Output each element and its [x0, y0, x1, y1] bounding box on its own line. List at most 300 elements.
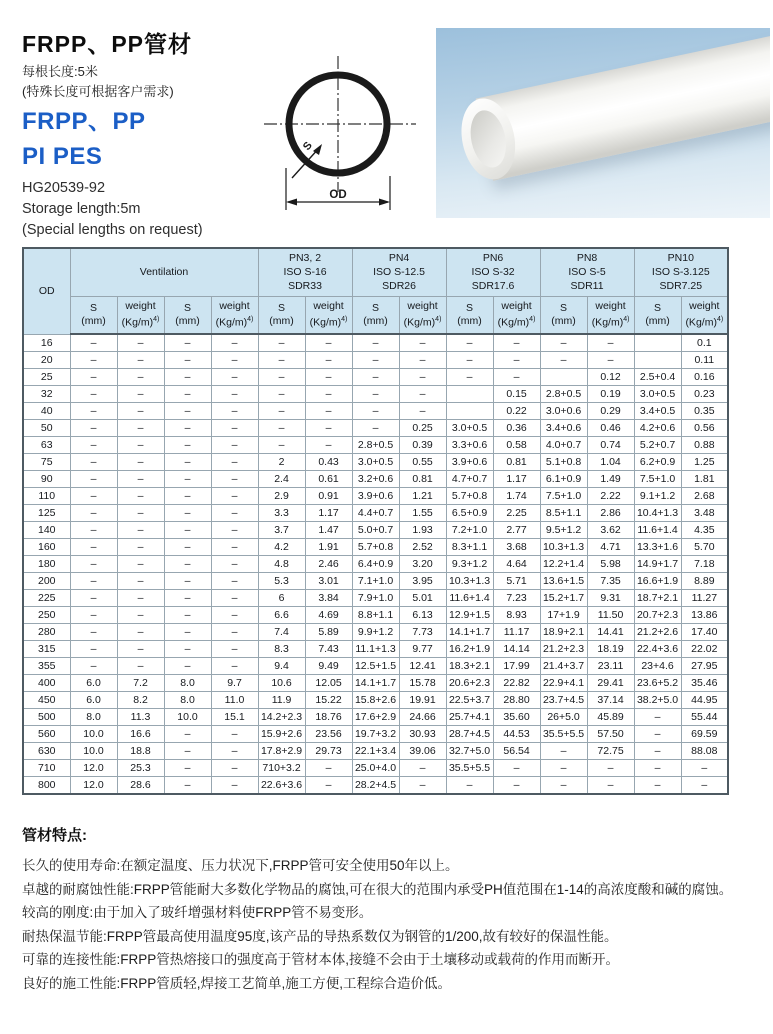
table-cell: 1.74 [493, 488, 540, 505]
table-row [23, 590, 728, 607]
table-cell [634, 334, 681, 352]
table-cell: – [164, 369, 211, 386]
pressure-group-header: PN6 ISO S-32 SDR17.6 [446, 248, 540, 296]
table-cell: 88.08 [681, 743, 728, 760]
table-cell: – [211, 573, 258, 590]
table-cell: 14.41 [587, 624, 634, 641]
table-cell: 5.0+0.7 [352, 522, 399, 539]
table-cell: – [70, 488, 117, 505]
table-cell: 0.35 [681, 403, 728, 420]
product-name [22, 104, 146, 174]
table-cell: 2.8+0.5 [540, 386, 587, 403]
table-cell: 0.36 [493, 420, 540, 437]
table-cell: 45.89 [587, 709, 634, 726]
table-cell: 18.76 [305, 709, 352, 726]
table-row [23, 403, 728, 420]
table-row [23, 505, 728, 522]
table-cell: 8.2 [117, 692, 164, 709]
table-cell: 10.4+1.3 [634, 505, 681, 522]
pressure-group-header: PN3, 2 ISO S-16 SDR33 [258, 248, 352, 296]
table-cell: 3.0+0.5 [352, 454, 399, 471]
table-cell: – [211, 403, 258, 420]
table-cell: 3.48 [681, 505, 728, 522]
table-cell: 16.6 [117, 726, 164, 743]
table-cell: 12.5+1.5 [352, 658, 399, 675]
table-cell: – [211, 777, 258, 795]
table-cell: 17.8+2.9 [258, 743, 305, 760]
table-cell: – [493, 334, 540, 352]
table-cell: – [70, 658, 117, 675]
od-cell: 75 [23, 454, 70, 471]
table-cell: 20.6+2.3 [446, 675, 493, 692]
table-cell: 2.86 [587, 505, 634, 522]
table-cell: 3.7 [258, 522, 305, 539]
table-cell: – [681, 760, 728, 777]
table-cell: 69.59 [681, 726, 728, 743]
od-column-header: OD [23, 248, 70, 334]
table-cell: – [117, 369, 164, 386]
table-cell: 7.73 [399, 624, 446, 641]
table-cell: 14.1+1.7 [352, 675, 399, 692]
table-cell: – [399, 352, 446, 369]
table-cell [446, 386, 493, 403]
table-cell: 5.1+0.8 [540, 454, 587, 471]
table-cell: 12.2+1.4 [540, 556, 587, 573]
features-heading: 管材特点: [22, 827, 87, 844]
table-cell: – [164, 386, 211, 403]
table-cell: – [493, 352, 540, 369]
table-cell: 4.8 [258, 556, 305, 573]
table-cell: 7.5+1.0 [634, 471, 681, 488]
table-cell: 6.1+0.9 [540, 471, 587, 488]
table-cell: 3.4+0.6 [540, 420, 587, 437]
table-cell: 12.0 [70, 777, 117, 795]
table-cell: 0.1 [681, 334, 728, 352]
length-note-line1: 每根长度:5米 [22, 64, 98, 79]
table-cell: 5.89 [305, 624, 352, 641]
table-cell: – [305, 420, 352, 437]
table-cell: 14.1+1.7 [446, 624, 493, 641]
table-cell: – [70, 624, 117, 641]
table-cell: – [211, 334, 258, 352]
table-cell: – [70, 386, 117, 403]
table-cell: 2.77 [493, 522, 540, 539]
table-cell: 4.2+0.6 [634, 420, 681, 437]
table-cell: 2.5+0.4 [634, 369, 681, 386]
table-cell [540, 369, 587, 386]
table-cell: 0.88 [681, 437, 728, 454]
table-cell: – [117, 556, 164, 573]
table-cell: – [164, 334, 211, 352]
weight-subcolumn-header: weight $(Kg/m)^{4)}$ [493, 296, 540, 334]
table-row [23, 692, 728, 709]
table-cell: 35.5+5.5 [540, 726, 587, 743]
table-cell: 22.6+3.6 [258, 777, 305, 795]
od-cell: 225 [23, 590, 70, 607]
table-cell: 5.98 [587, 556, 634, 573]
table-cell: 7.2+1.0 [446, 522, 493, 539]
table-cell: 2.4 [258, 471, 305, 488]
table-cell: 39.06 [399, 743, 446, 760]
table-row [23, 334, 728, 352]
table-cell: 17+1.9 [540, 607, 587, 624]
table-cell: 23.11 [587, 658, 634, 675]
table-cell: 11.9 [258, 692, 305, 709]
table-cell: 18.19 [587, 641, 634, 658]
table-cell: 5.7+0.8 [352, 539, 399, 556]
table-cell: 15.8+2.6 [352, 692, 399, 709]
table-cell: – [164, 777, 211, 795]
table-row [23, 624, 728, 641]
pipe-spec-table [22, 247, 729, 795]
s-dimension-label: S [300, 139, 315, 153]
table-cell: 22.82 [493, 675, 540, 692]
od-cell: 180 [23, 556, 70, 573]
table-cell: 18.8 [117, 743, 164, 760]
table-cell: – [399, 386, 446, 403]
table-cell: – [258, 369, 305, 386]
od-cell: 280 [23, 624, 70, 641]
table-cell: 2.52 [399, 539, 446, 556]
table-cell: 8.89 [681, 573, 728, 590]
table-row [23, 454, 728, 471]
table-cell: 27.95 [681, 658, 728, 675]
table-cell: 3.0+0.6 [540, 403, 587, 420]
product-name-line2: PI PES [22, 143, 103, 170]
table-cell: – [164, 454, 211, 471]
table-cell: – [70, 369, 117, 386]
table-cell: – [258, 334, 305, 352]
table-cell: 1.93 [399, 522, 446, 539]
table-cell: – [164, 437, 211, 454]
table-cell: – [446, 334, 493, 352]
pipe-cross-section-diagram [258, 52, 422, 225]
table-cell: 9.4 [258, 658, 305, 675]
table-cell: – [164, 590, 211, 607]
table-cell: 8.5+1.1 [540, 505, 587, 522]
table-cell: – [681, 777, 728, 795]
od-cell: 110 [23, 488, 70, 505]
table-cell: – [211, 760, 258, 777]
table-cell: 1.81 [681, 471, 728, 488]
table-cell: – [117, 573, 164, 590]
table-cell: – [117, 539, 164, 556]
od-cell: 25 [23, 369, 70, 386]
s-subcolumn-header: S (mm) [70, 296, 117, 334]
feature-item: 长久的使用寿命:在额定温度、压力状况下,FRPP管可安全使用50年以上。 [22, 858, 459, 873]
table-cell: 44.53 [493, 726, 540, 743]
table-cell: – [399, 334, 446, 352]
feature-item: 耐热保温节能:FRPP管最高使用温度95度,该产品的导热系数仅为钢管的1/200,故有较好的保温性能。 [22, 928, 618, 944]
table-cell: 4.7+0.7 [446, 471, 493, 488]
table-cell: – [211, 488, 258, 505]
page-title: FRPP、PP管材 [22, 31, 193, 57]
table-cell: 6.13 [399, 607, 446, 624]
table-cell: 2.9 [258, 488, 305, 505]
table-cell: – [164, 726, 211, 743]
table-cell: – [587, 760, 634, 777]
table-cell: 4.64 [493, 556, 540, 573]
table-cell: 57.50 [587, 726, 634, 743]
table-cell: 0.23 [681, 386, 728, 403]
s-subcolumn-header: S (mm) [446, 296, 493, 334]
table-cell: 0.55 [399, 454, 446, 471]
table-cell: – [211, 454, 258, 471]
table-cell: 12.41 [399, 658, 446, 675]
table-cell: 12.0 [70, 760, 117, 777]
table-cell: – [211, 369, 258, 386]
feature-item: 卓越的耐腐蚀性能:FRPP管能耐大多数化学物品的腐蚀,可在很大的范围内承受PH值范围在1-14的高浓度酸和碱的腐蚀。 [22, 881, 733, 897]
table-cell: 8.0 [164, 675, 211, 692]
table-cell: 5.7+0.8 [446, 488, 493, 505]
table-cell: 72.75 [587, 743, 634, 760]
table-cell: – [305, 760, 352, 777]
table-cell: – [164, 658, 211, 675]
table-cell: 3.95 [399, 573, 446, 590]
table-cell: – [399, 777, 446, 795]
table-cell: – [70, 522, 117, 539]
table-row [23, 522, 728, 539]
table-row [23, 658, 728, 675]
table-cell: – [117, 454, 164, 471]
od-cell: 450 [23, 692, 70, 709]
table-cell: 9.3+1.2 [446, 556, 493, 573]
weight-subcolumn-header: weight $(Kg/m)^{4)}$ [681, 296, 728, 334]
table-cell: 5.71 [493, 573, 540, 590]
table-cell: 3.9+0.6 [446, 454, 493, 471]
table-cell: 2.25 [493, 505, 540, 522]
table-cell: – [117, 624, 164, 641]
table-cell: – [164, 624, 211, 641]
table-cell: – [164, 743, 211, 760]
table-cell: 23.6+5.2 [634, 675, 681, 692]
pipe-body [476, 28, 770, 181]
s-subcolumn-header: S (mm) [634, 296, 681, 334]
table-cell: 1.47 [305, 522, 352, 539]
table-cell: – [258, 420, 305, 437]
table-cell: – [164, 573, 211, 590]
table-cell: 20.7+2.3 [634, 607, 681, 624]
table-cell: 1.25 [681, 454, 728, 471]
table-cell: – [305, 334, 352, 352]
table-cell: 9.77 [399, 641, 446, 658]
table-cell: 19.7+3.2 [352, 726, 399, 743]
table-cell: – [211, 420, 258, 437]
table-cell: – [305, 352, 352, 369]
table-cell: – [164, 607, 211, 624]
table-cell: 0.61 [305, 471, 352, 488]
table-cell: 2.8+0.5 [352, 437, 399, 454]
table-cell: – [258, 403, 305, 420]
table-row [23, 369, 728, 386]
table-cell: 3.20 [399, 556, 446, 573]
table-cell: 17.99 [493, 658, 540, 675]
features-list [22, 854, 760, 995]
table-cell: 1.55 [399, 505, 446, 522]
pipe-bore [466, 107, 511, 171]
table-cell: 15.9+2.6 [258, 726, 305, 743]
table-cell: – [164, 539, 211, 556]
table-cell: – [164, 471, 211, 488]
table-cell: 4.71 [587, 539, 634, 556]
table-row [23, 760, 728, 777]
table-cell: 3.4+0.5 [634, 403, 681, 420]
table-cell: 1.21 [399, 488, 446, 505]
table-row [23, 539, 728, 556]
table-cell: 11.17 [493, 624, 540, 641]
table-cell: – [164, 641, 211, 658]
table-cell: 6.5+0.9 [446, 505, 493, 522]
table-cell: 8.93 [493, 607, 540, 624]
table-cell: 7.1+1.0 [352, 573, 399, 590]
table-cell: 4.0+0.7 [540, 437, 587, 454]
table-cell: – [352, 386, 399, 403]
table-cell: 0.11 [681, 352, 728, 369]
table-cell: 21.2+2.6 [634, 624, 681, 641]
table-cell: 7.43 [305, 641, 352, 658]
table-row [23, 607, 728, 624]
table-cell: 0.16 [681, 369, 728, 386]
table-cell: – [70, 539, 117, 556]
table-cell: 19.91 [399, 692, 446, 709]
table-cell: – [164, 760, 211, 777]
table-cell: 2 [258, 454, 305, 471]
table-cell: 9.9+1.2 [352, 624, 399, 641]
table-cell: – [70, 556, 117, 573]
od-cell: 400 [23, 675, 70, 692]
od-cell: 200 [23, 573, 70, 590]
table-cell: – [399, 369, 446, 386]
table-header-group-row [23, 248, 728, 296]
table-cell: – [446, 777, 493, 795]
table-row [23, 420, 728, 437]
table-cell: – [117, 641, 164, 658]
table-cell: – [446, 369, 493, 386]
table-cell: – [305, 777, 352, 795]
table-cell: – [352, 334, 399, 352]
table-cell: 22.9+4.1 [540, 675, 587, 692]
table-cell: 7.23 [493, 590, 540, 607]
table-cell: 4.2 [258, 539, 305, 556]
table-cell: – [117, 471, 164, 488]
table-cell: 3.01 [305, 573, 352, 590]
table-cell: 0.74 [587, 437, 634, 454]
product-name-line1: FRPP、PP [22, 108, 146, 135]
weight-subcolumn-header: weight $(Kg/m)^{4)}$ [399, 296, 446, 334]
table-cell: 56.54 [493, 743, 540, 760]
table-cell: – [211, 471, 258, 488]
table-cell: 28.6 [117, 777, 164, 795]
table-cell: 23.7+4.5 [540, 692, 587, 709]
table-cell: 1.91 [305, 539, 352, 556]
table-cell: 5.3 [258, 573, 305, 590]
length-note-line2: (特殊长度可根据客户需求) [22, 84, 174, 99]
table-cell: 0.39 [399, 437, 446, 454]
table-cell: 0.81 [399, 471, 446, 488]
table-cell: 2.22 [587, 488, 634, 505]
table-cell: – [634, 777, 681, 795]
table-cell: 11.0 [211, 692, 258, 709]
table-cell: – [540, 352, 587, 369]
table-cell: – [70, 607, 117, 624]
table-cell: – [352, 403, 399, 420]
table-cell: 29.41 [587, 675, 634, 692]
table-cell [634, 352, 681, 369]
table-cell: – [117, 386, 164, 403]
table-cell: 8.0 [70, 709, 117, 726]
table-cell: 29.73 [305, 743, 352, 760]
table-cell: 15.2+1.7 [540, 590, 587, 607]
weight-subcolumn-header: weight $(Kg/m)^{4)}$ [305, 296, 352, 334]
table-cell: 11.1+1.3 [352, 641, 399, 658]
table-cell: – [211, 352, 258, 369]
table-cell: – [211, 726, 258, 743]
table-cell: 1.17 [305, 505, 352, 522]
table-cell: – [117, 522, 164, 539]
table-cell: – [258, 352, 305, 369]
od-cell: 250 [23, 607, 70, 624]
table-cell: – [164, 505, 211, 522]
table-cell: 0.43 [305, 454, 352, 471]
special-lengths-note: (Special lengths on request) [22, 222, 203, 238]
table-cell: 0.29 [587, 403, 634, 420]
table-cell: – [211, 641, 258, 658]
table-cell: 11.6+1.4 [446, 590, 493, 607]
table-cell: 13.3+1.6 [634, 539, 681, 556]
diagram-svg [258, 52, 422, 220]
od-cell: 63 [23, 437, 70, 454]
od-cell: 20 [23, 352, 70, 369]
table-cell: 5.2+0.7 [634, 437, 681, 454]
od-cell: 560 [23, 726, 70, 743]
table-cell: 3.62 [587, 522, 634, 539]
table-cell: 8.0 [164, 692, 211, 709]
table-cell: – [164, 420, 211, 437]
table-cell: 1.04 [587, 454, 634, 471]
table-cell: 10.0 [70, 743, 117, 760]
table-cell: 2.68 [681, 488, 728, 505]
table-cell: 10.3+1.3 [446, 573, 493, 590]
table-cell: 26+5.0 [540, 709, 587, 726]
table-cell: 1.49 [587, 471, 634, 488]
table-cell: 11.50 [587, 607, 634, 624]
table-cell: 37.14 [587, 692, 634, 709]
s-subcolumn-header: S (mm) [352, 296, 399, 334]
table-cell: 0.46 [587, 420, 634, 437]
table-cell: – [305, 369, 352, 386]
table-cell: 10.6 [258, 675, 305, 692]
feature-item: 较高的刚度:由于加入了玻纤增强材料使FRPP管不易变形。 [22, 905, 373, 920]
table-cell: 25.0+4.0 [352, 760, 399, 777]
table-cell: 11.3 [117, 709, 164, 726]
table-cell: 17.40 [681, 624, 728, 641]
table-cell: – [587, 777, 634, 795]
od-cell: 315 [23, 641, 70, 658]
table-cell: 9.49 [305, 658, 352, 675]
table-cell: 0.56 [681, 420, 728, 437]
table-cell: 55.44 [681, 709, 728, 726]
table-cell: – [634, 709, 681, 726]
table-cell: – [70, 352, 117, 369]
table-cell: 7.5+1.0 [540, 488, 587, 505]
table-row [23, 556, 728, 573]
table-cell: 21.4+3.7 [540, 658, 587, 675]
table-cell: 35.60 [493, 709, 540, 726]
table-cell: – [70, 505, 117, 522]
table-cell: 28.7+4.5 [446, 726, 493, 743]
table-cell: 14.9+1.7 [634, 556, 681, 573]
pressure-group-header: PN10 ISO S-3.125 SDR7.25 [634, 248, 728, 296]
